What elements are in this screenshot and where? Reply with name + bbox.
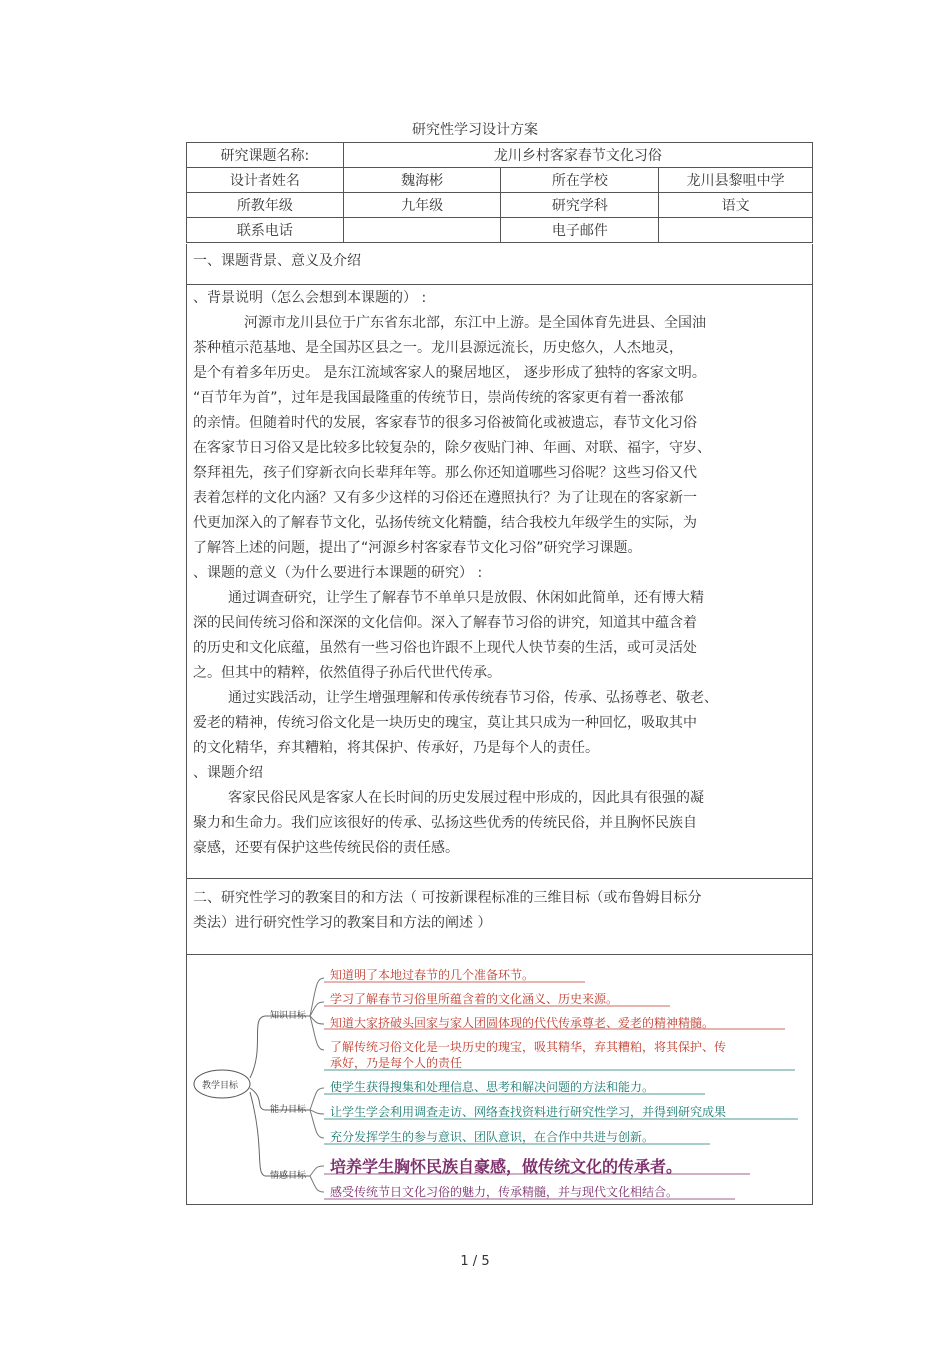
teaching-goals-mindmap xyxy=(190,958,808,1202)
body-line: 、课题的意义（为什么要进行本课题的研究） : xyxy=(193,565,483,581)
body-line: 聚力和生命力。我们应该很好的传承、弘扬这些优秀的传统民俗，并且胸怀民族自 xyxy=(193,815,697,831)
body-line: 客家民俗民风是客家人在长时间的历史发展过程中形成的，因此具有很强的凝 xyxy=(228,790,704,806)
body-line: 祭拜祖先，孩子们穿新衣向长辈拜年等。那么你还知道哪些习俗呢？这些习俗又代 xyxy=(193,465,697,481)
mindmap-branch-emotion: 情感目标 xyxy=(270,1171,307,1181)
value-email xyxy=(659,218,813,243)
goal-knowledge-3: 知道大家挤破头回家与家人团圆体现的代代传承尊老、爱老的精神精髓。 xyxy=(330,1016,715,1030)
goal-emotion-2: 感受传统节日文化习俗的魅力，传承精髓，并与现代文化相结合。 xyxy=(330,1185,679,1199)
body-line: 河源市龙川县位于广东省东北部，东江中上游。是全国体育先进县、全国油 xyxy=(244,315,706,331)
body-line: 通过实践活动，让学生增强理解和传承传统春节习俗，传承、弘扬尊老、敬老、 xyxy=(228,690,718,706)
body-line: 的亲情。但随着时代的发展，客家春节的很多习俗被简化或被遗忘，春节文化习俗 xyxy=(193,415,697,431)
value-subject: 语文 xyxy=(659,193,813,218)
label-school: 所在学校 xyxy=(501,168,659,193)
goal-ability-2: 让学生学会利用调查走访、网络查找资料进行研究性学习，并得到研究成果 xyxy=(330,1105,727,1119)
goal-ability-3: 充分发挥学生的参与意识、团队意识，在合作中共进与创新。 xyxy=(330,1130,655,1144)
label-subject: 研究学科 xyxy=(501,193,659,218)
value-grade: 九年级 xyxy=(343,193,501,218)
goal-ability-1: 使学生获得搜集和处理信息、思考和解决问题的方法和能力。 xyxy=(330,1080,655,1094)
label-phone: 联系电话 xyxy=(187,218,344,243)
label-grade: 所教年级 xyxy=(187,193,344,218)
goal-knowledge-4b: 承好，乃是每个人的责任 xyxy=(330,1056,463,1070)
goal-knowledge-2: 学习了解春节习俗里所蕴含着的文化涵义、历史来源。 xyxy=(330,992,619,1006)
value-school: 龙川县黎咀中学 xyxy=(659,168,813,193)
value-designer: 魏海彬 xyxy=(343,168,501,193)
body-line: 了解答上述的问题，提出了“河源乡村客家春节文化习俗”研究学习课题。 xyxy=(193,540,642,556)
page-number: 1 / 5 xyxy=(460,1254,490,1269)
body-line: 代更加深入的了解春节文化，弘扬传统文化精髓，结合我校九年级学生的实际，为 xyxy=(193,515,697,531)
body-line: 的历史和文化底蕴，虽然有一些习俗也许跟不上现代人快节奏的生活，或可灵活处 xyxy=(193,640,697,656)
goal-emotion-1: 培养学生胸怀民族自豪感，做传统文化的传承者。 xyxy=(330,1157,683,1176)
goal-knowledge-1: 知道明了本地过春节的几个准备环节。 xyxy=(330,968,535,982)
body-line: “百节年为首”，过年是我国最隆重的传统节日，崇尚传统的客家更有着一番浓郁 xyxy=(193,390,684,406)
body-line: 、课题介绍 xyxy=(193,765,263,781)
label-topic: 研究课题名称: xyxy=(187,143,344,168)
body-line: 是个有着多年历史。 是东江流域客家人的聚居地区， 逐步形成了独特的客家文明。 xyxy=(193,365,706,381)
mindmap-root: 教学目标 xyxy=(202,1081,239,1091)
section-1-heading: 一、课题背景、意义及介绍 xyxy=(193,253,361,269)
body-line: 的文化精华，弃其糟粕，将其保护、传承好，乃是每个人的责任。 xyxy=(193,740,599,756)
body-line: 表着怎样的文化内涵？又有多少这样的习俗还在遵照执行？为了让现在的客家新一 xyxy=(193,490,697,506)
body-line: 爱老的精神，传统习俗文化是一块历史的瑰宝，莫让其只成为一种回忆，吸取其中 xyxy=(193,715,697,731)
page-title: 研究性学习设计方案 xyxy=(412,122,538,138)
body-line: 、背景说明（怎么会想到本课题的） : xyxy=(193,290,427,306)
body-line: 深的民间传统习俗和深深的文化信仰。深入了解春节习俗的讲究，知道其中蕴含着 xyxy=(193,615,697,631)
label-email: 电子邮件 xyxy=(501,218,659,243)
body-line: 在客家节日习俗又是比较多比较复杂的，除夕夜贴门神、年画、对联、福字，守岁、 xyxy=(193,440,711,456)
info-table xyxy=(186,142,813,243)
section-2-heading-line2: 类法）进行研究性学习的教案目和方法的阐述 ） xyxy=(193,915,492,931)
label-designer: 设计者姓名 xyxy=(187,168,344,193)
body-line: 豪感，还要有保护这些传统民俗的责任感。 xyxy=(193,840,459,856)
mindmap-branch-ability: 能力目标 xyxy=(270,1105,307,1115)
mindmap-branch-knowledge: 知识目标 xyxy=(270,1011,307,1021)
body-line: 茶种植示范基地、是全国苏区县之一。龙川县源远流长，历史悠久，人杰地灵， xyxy=(193,340,683,356)
section-2-heading-line1: 二、研究性学习的教案目的和方法（ 可按新课程标准的三维目标（或布鲁姆目标分 xyxy=(193,890,702,906)
body-line: 之。但其中的精粹，依然值得子孙后代世代传承。 xyxy=(193,665,501,681)
body-line: 通过调查研究，让学生了解春节不单单只是放假、休闲如此简单，还有博大精 xyxy=(228,590,704,606)
value-topic: 龙川乡村客家春节文化习俗 xyxy=(343,143,812,168)
goal-knowledge-4a: 了解传统习俗文化是一块历史的瑰宝，吸其精华，弃其糟粕，将其保护、传 xyxy=(330,1040,727,1054)
value-phone xyxy=(343,218,501,243)
